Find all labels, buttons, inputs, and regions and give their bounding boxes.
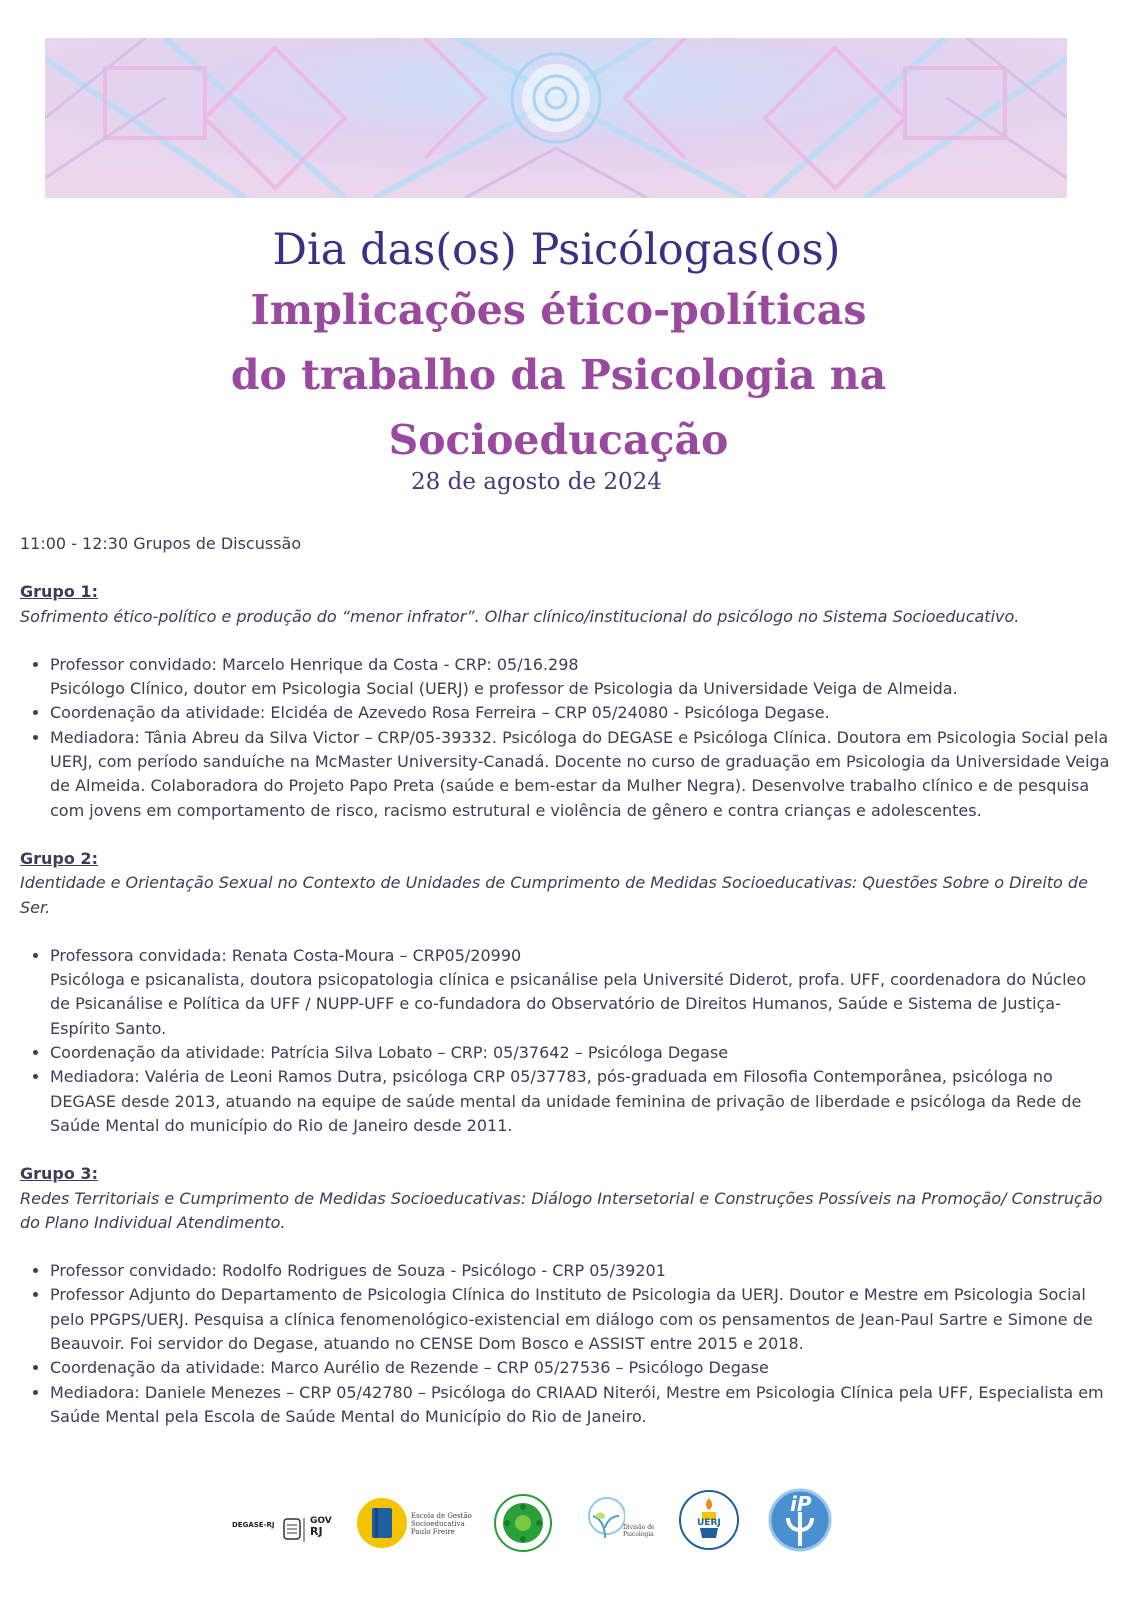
escola-paulo-freire-logo bbox=[357, 1498, 477, 1550]
escola-line-3: Paulo Freire bbox=[411, 1528, 455, 1536]
group-3 bbox=[20, 1162, 1110, 1429]
guest-bio: Psicóloga e psicanalista, doutora psicopatologia clínica e psicanálise pela Université Diderot, profa. UFF, coordenadora do Núcleo de Psicanálise e Política da UFF / NUPP-UFF e co-fundadora do Observatório de Direitos Humanos, Saúde e Sistema de Justiça-Espírito Santo. bbox=[50, 970, 1087, 1038]
group-title: Grupo 3: bbox=[20, 1164, 98, 1184]
list-item: • Mediadora: Valéria de Leoni Ramos Dutra, psicóloga CRP 05/37783, pós-graduada em Filosofia Contemporânea, psicóloga no DEGASE desde 2013, atuando na equipe de saúde mental da unidade feminina de privação de liberdade e psicóloga da Rede de Saúde Mental do município do Rio de Janeiro desde 2011. bbox=[50, 1065, 1110, 1138]
degase-logo bbox=[232, 1516, 332, 1546]
escola-line-1: Escola de Gestão bbox=[411, 1512, 472, 1520]
divisao-line-2: Psicologia bbox=[623, 1531, 654, 1538]
rj-label: RJ bbox=[310, 1525, 323, 1538]
green-seal-logo bbox=[494, 1494, 552, 1552]
list-item bbox=[50, 653, 1110, 702]
schedule-time: 11:00 - 12:30 Grupos de Discussão bbox=[20, 534, 302, 553]
degase-label: DEGASE-RJ bbox=[232, 1521, 275, 1529]
instituto-psicologia-logo bbox=[768, 1488, 832, 1552]
group-details-list bbox=[20, 944, 1110, 1138]
title-block bbox=[0, 222, 1131, 497]
group-details-list bbox=[20, 1259, 1110, 1429]
divisao-line-1: Divisão de bbox=[623, 1524, 655, 1531]
event-date: 28 de agosto de 2024 bbox=[411, 469, 662, 495]
list-item bbox=[50, 944, 1110, 1041]
kaleidoscope-pattern bbox=[45, 38, 1067, 198]
list-item: • Professor convidado: Rodolfo Rodrigues de Souza - Psicólogo - CRP 05/39201 bbox=[50, 1259, 1110, 1283]
group-1 bbox=[20, 580, 1110, 823]
list-item: • Coordenação da atividade: Elcidéa de Azevedo Rosa Ferreira – CRP 05/24080 - Psicóloga Degase. bbox=[50, 701, 1110, 725]
page-title: Dia das(os) Psicólogas(os) bbox=[272, 225, 841, 275]
subtitle-line-3: Socioeducação bbox=[388, 416, 729, 464]
subtitle-line-2: do trabalho da Psicologia na bbox=[230, 351, 887, 399]
subtitle-line-1: Implicações ético-políticas bbox=[250, 286, 867, 334]
uerj-logo bbox=[678, 1488, 740, 1552]
decorative-banner bbox=[45, 38, 1067, 198]
ip-label: iP bbox=[790, 1492, 812, 1516]
guest-bio: Psicólogo Clínico, doutor em Psicologia Social (UERJ) e professor de Psicologia da Universidade Veiga de Almeida. bbox=[50, 679, 958, 699]
divisao-psicologia-logo bbox=[585, 1494, 657, 1550]
guest-name: Professora convidada: Renata Costa-Moura – CRP05/20990 bbox=[50, 945, 522, 965]
program-content bbox=[20, 532, 1110, 1453]
partner-logos bbox=[0, 1488, 1131, 1578]
guest-name: Professor convidado: Marcelo Henrique da Costa - CRP: 05/16.298 bbox=[50, 654, 579, 674]
group-2 bbox=[20, 847, 1110, 1138]
list-item: • Mediadora: Daniele Menezes – CRP 05/42780 – Psicóloga do CRIAAD Niterói, Mestre em Psicologia Clínica pela UFF, Especialista em Saúde Mental pela Escola de Saúde Mental do Município do Rio de Janeiro. bbox=[50, 1381, 1110, 1430]
psi-plant-icon bbox=[585, 1494, 625, 1544]
book-icon bbox=[357, 1498, 407, 1548]
group-title: Grupo 2: bbox=[20, 848, 98, 868]
group-details-list bbox=[20, 653, 1110, 823]
uerj-label: UERJ bbox=[697, 1518, 721, 1528]
escola-line-2: Socioeducativa bbox=[411, 1520, 465, 1528]
gov-label: GOV bbox=[310, 1516, 332, 1526]
list-item: • Professor Adjunto do Departamento de Psicologia Clínica do Instituto de Psicologia da UERJ. Doutor e Mestre em Psicologia Social pelo PPGPS/UERJ. Pesquisa a clínica fenomenológico-existencial em diálogo com os pensamentos de Jean-Paul Sartre e Simone de Beauvoir. Foi servidor do Degase, atuando no CENSE Dom Bosco e ASSIST entre 2015 e 2018. bbox=[50, 1283, 1110, 1356]
group-topic: Redes Territoriais e Cumprimento de Medidas Socioeducativas: Diálogo Intersetorial e Construções Possíveis na Promoção/ Construção do Plano Individual Atendimento. bbox=[20, 1188, 1103, 1232]
list-item: • Coordenação da atividade: Marco Aurélio de Rezende – CRP 05/27536 – Psicólogo Degase bbox=[50, 1356, 1110, 1380]
group-topic: Identidade e Orientação Sexual no Contexto de Unidades de Cumprimento de Medidas Socioeducativas: Questões Sobre o Direito de Ser. bbox=[20, 873, 1088, 917]
group-title: Grupo 1: bbox=[20, 582, 98, 602]
list-item: • Mediadora: Tânia Abreu da Silva Victor – CRP/05-39332. Psicóloga do DEGASE e Psicóloga Clínica. Doutora em Psicologia Social pela UERJ, com período sanduíche na McMaster University-Canadá. Docente no curso de graduação em Psicologia da Universidade Veiga de Almeida. Colaboradora do Projeto Papo Preta (saúde e bem-estar da Mulher Negra). Desenvolve trabalho clínico e de pesquisa com jovens em comportamento de risco, racismo estrutural e violência de gênero e contra crianças e adolescentes. bbox=[50, 726, 1110, 823]
group-topic: Sofrimento ético-político e produção do “menor infrator”. Olhar clínico/institucional do psicólogo no Sistema Socioeducativo. bbox=[20, 606, 1020, 626]
seal-icon bbox=[494, 1494, 552, 1552]
list-item: • Coordenação da atividade: Patrícia Silva Lobato – CRP: 05/37642 – Psicóloga Degase bbox=[50, 1041, 1110, 1065]
